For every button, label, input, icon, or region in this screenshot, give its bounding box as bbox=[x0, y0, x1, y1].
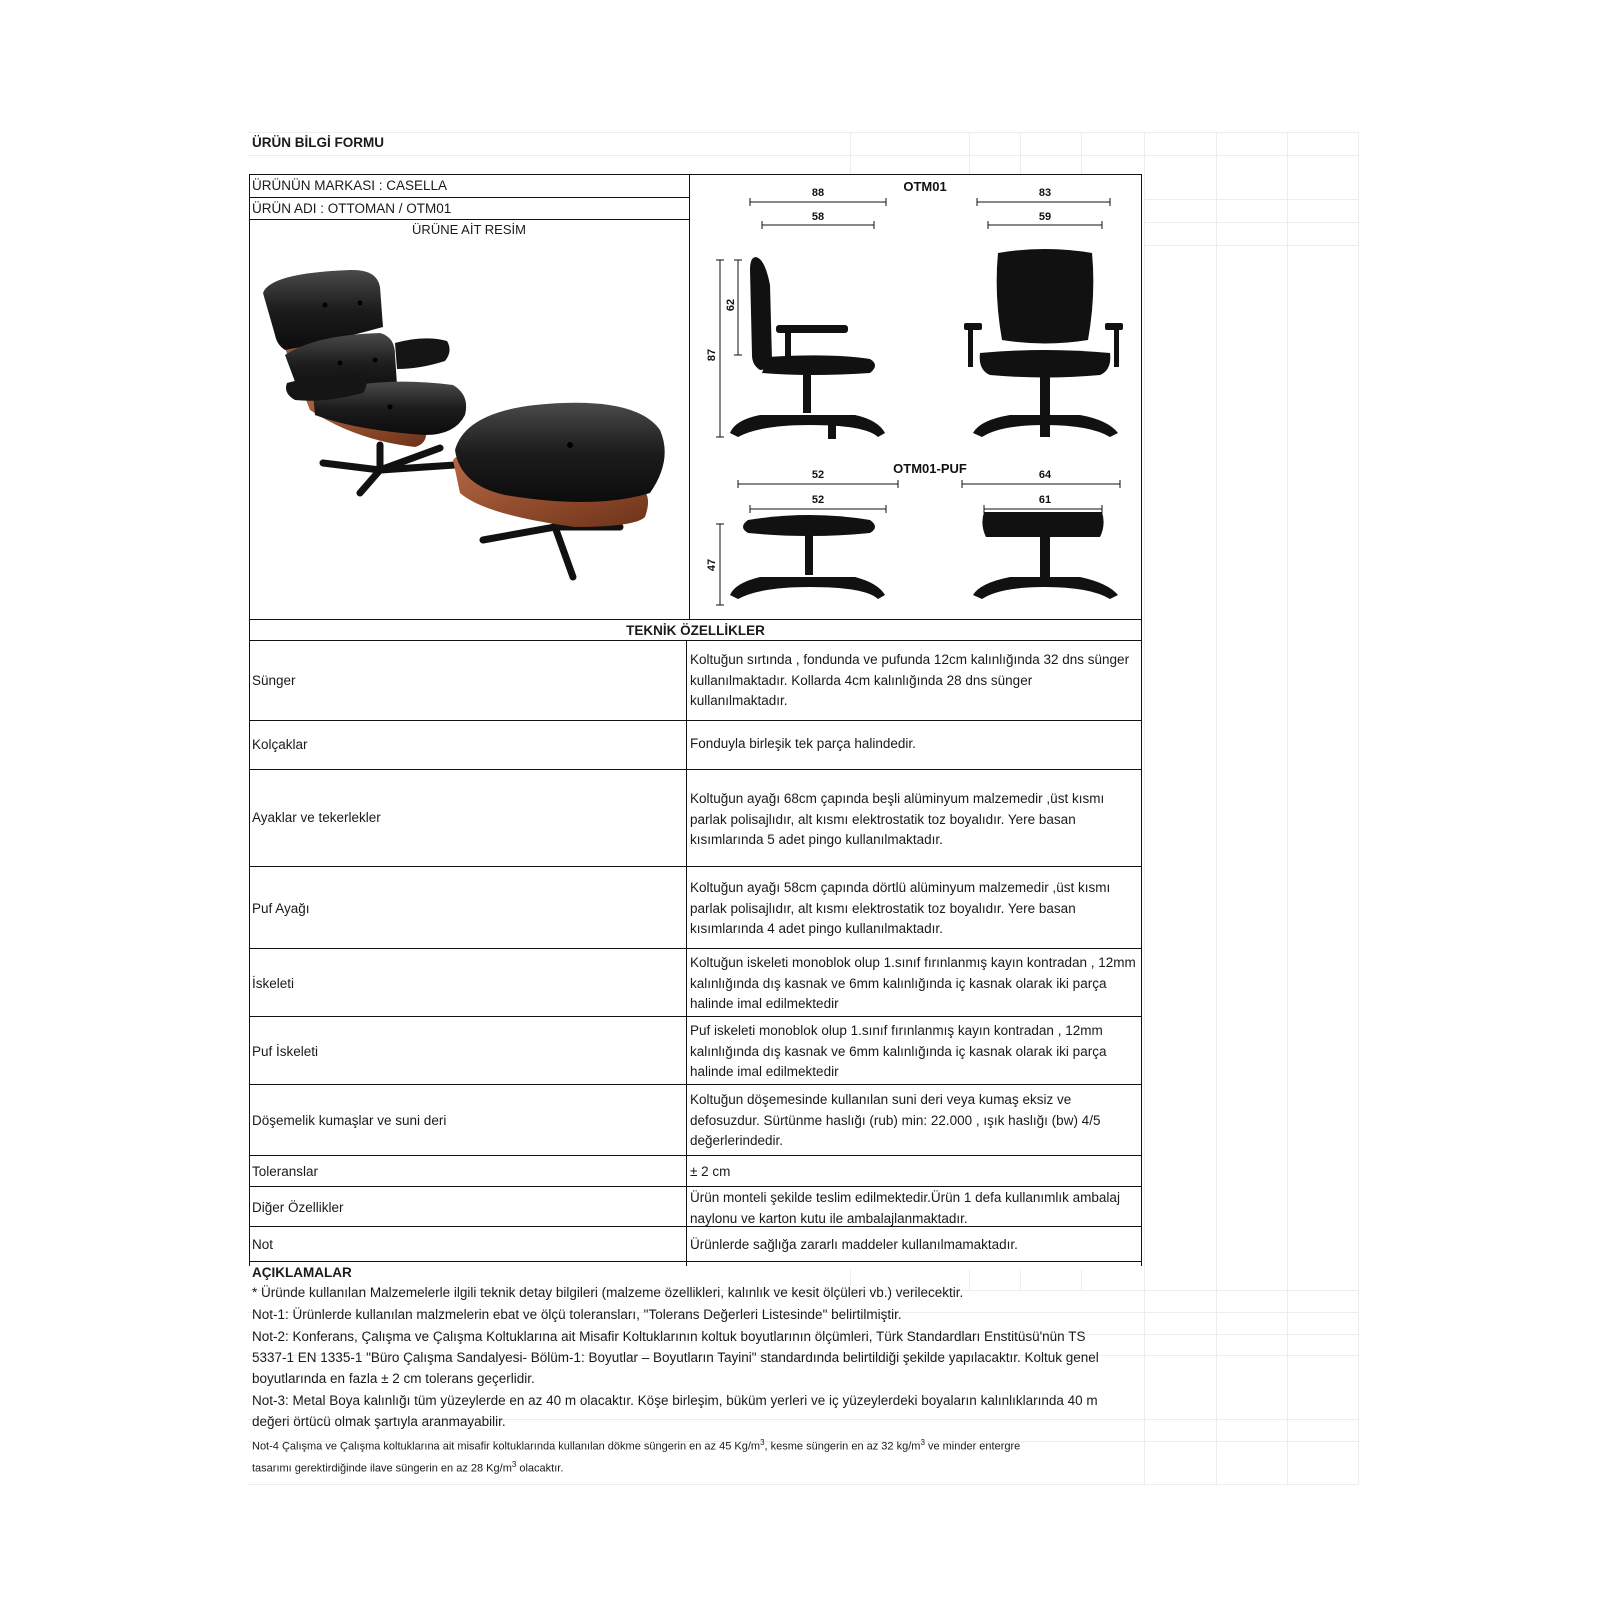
spec-label: Kolçaklar bbox=[252, 737, 308, 752]
note-line: Not-1: Ürünlerde kullanılan malzmelerin ebat ve ölçü toleransları, "Tolerans Değerleri Listesinde" belirtilmiştir. bbox=[252, 1307, 902, 1322]
spec-value: Fonduyla birleşik tek parça halindedir. bbox=[690, 736, 916, 751]
spec-value: Koltuğun döşemesinde kullanılan suni deri veya kumaş eksiz ve defosuzdur. Sürtünme haslığı (rub) min: 22.000 , ışık haslığı (bw) 4/5 değerlerindedir. bbox=[690, 1092, 1101, 1148]
spec-value: Koltuğun ayağı 58cm çapında dörtlü alüminyum malzemedir ,üst kısmı parlak polisajlıdır, alt kısmı elektrostatik toz boyalıdır. Yere basan kısımlarında 4 adet pingo kullanılmaktadır. bbox=[690, 880, 1111, 936]
row-border bbox=[249, 1186, 1142, 1187]
note-line: tasarımı gerektirdiğinde ilave süngerin en az 28 $Kg/m^3$ olacaktır. bbox=[252, 1460, 564, 1475]
pouf-code-label: OTM01-PUF bbox=[893, 461, 967, 476]
row-border bbox=[249, 948, 1142, 949]
table-bottom-border bbox=[249, 1261, 1142, 1262]
specs-top-border bbox=[249, 619, 1142, 620]
note-line: Not-3: Metal Boya kalınlığı tüm yüzeylerde en az 40 m olacaktır. Köşe birleşim, büküm yerleri ve iç yüzeylerdeki boyaların kalınlıklarında 40 m bbox=[252, 1393, 1098, 1408]
chair-right-armrest bbox=[395, 338, 450, 369]
dim-pouf-front-width: 64 bbox=[1038, 469, 1052, 481]
dim-pouf-height: 47 bbox=[706, 558, 718, 572]
chair-code-label: OTM01 bbox=[903, 179, 947, 194]
note-line: boyutlarında en fazla ± 2 cm tolerans geçerlidir. bbox=[252, 1371, 535, 1386]
dim-pouf-side-top: 52 bbox=[811, 494, 825, 506]
product-photo bbox=[255, 265, 685, 605]
row-border bbox=[249, 1016, 1142, 1017]
specs-header-border bbox=[249, 640, 1142, 641]
image-caption: ÜRÜNE AİT RESİM bbox=[412, 222, 526, 237]
spec-value: Ürün monteli şekilde teslim edilmektedir.Ürün 1 defa kullanımlık ambalaj naylonu ve karton kutu ile ambalajlanmaktadır. bbox=[690, 1190, 1120, 1226]
dim-chair-total-height: 87 bbox=[706, 348, 718, 362]
row-border bbox=[249, 720, 1142, 721]
notes-title: AÇIKLAMALAR bbox=[252, 1265, 352, 1280]
brand-row-border bbox=[249, 197, 689, 198]
spec-label: Not bbox=[252, 1237, 274, 1252]
spec-value: Ürünlerde sağlığa zararlı maddeler kullanılmamaktadır. bbox=[690, 1237, 1018, 1252]
dim-pouf-side-width: 52 bbox=[811, 469, 825, 481]
product-name-line: ÜRÜN ADI : OTTOMAN / OTM01 bbox=[252, 201, 452, 216]
row-border bbox=[249, 1084, 1142, 1085]
note-line: Not-4 Çalışma ve Çalışma koltuklarına ait misafir koltuklarında kullanılan dökme süngerin en az 45 $Kg/m^3$, kesme süngerin en az 32 $kg/m^3$ ve minder entergre bbox=[252, 1438, 1021, 1453]
ottoman-cushion bbox=[455, 403, 665, 502]
note-line: Not-2: Konferans, Çalışma ve Çalışma Koltuklarına ait Misafir Koltuklarının koltuk boyutlarının ölçümleri, Türk Standardları Enstitüsü'nün TS bbox=[252, 1329, 1086, 1344]
spec-label: Toleranslar bbox=[252, 1164, 319, 1179]
dim-chair-side-seat: 58 bbox=[811, 211, 825, 223]
dim-chair-front-seat: 59 bbox=[1038, 211, 1052, 223]
dim-chair-side-width: 88 bbox=[811, 187, 825, 199]
spec-value: Koltuğun ayağı 68cm çapında beşli alüminyum malzemedir ,üst kısmı parlak polisajlıdır, alt kısmı elektrostatik toz boyalıdır. Yere basan kısımlarında 5 adet pingo kullanılmaktadır. bbox=[690, 791, 1105, 847]
brand-line: ÜRÜNÜN MARKASI : CASELLA bbox=[252, 178, 448, 193]
pouf-side-view bbox=[730, 515, 885, 599]
spec-label: Döşemelik kumaşlar ve suni deri bbox=[252, 1113, 447, 1128]
spec-value: Puf iskeleti monoblok olup 1.sınıf fırınlanmış kayın kontradan , 12mm kalınlığında dış kasnak ve 6mm kalınlığında iç kasnak olarak iki parça halinde imal edilmektedir bbox=[690, 1023, 1107, 1079]
note-line: 5337-1 EN 1335-1 "Büro Çalışma Sandalyesi- Bölüm-1: Boyutlar – Boyutların Tayini" standardında belirtildiği şekilde yapılacaktır. Koltuk genel bbox=[252, 1350, 1099, 1365]
spec-value: ± 2 cm bbox=[690, 1164, 731, 1179]
chair-base bbox=[323, 445, 455, 493]
spec-value: Koltuğun sırtında , fondunda ve pufunda 12cm kalınlığında 32 dns sünger kullanılmaktadır. Kollarda 4cm kalınlığında 28 dns sünger kullanılmaktadır. bbox=[690, 652, 1130, 708]
specs-title: TEKNİK ÖZELLİKLER bbox=[626, 623, 765, 638]
spec-label: Puf Ayağı bbox=[252, 901, 310, 916]
spec-label: İskeleti bbox=[252, 976, 295, 991]
dim-chair-back-height: 62 bbox=[725, 298, 737, 312]
row-border bbox=[249, 1155, 1142, 1156]
spec-value: Koltuğun iskeleti monoblok olup 1.sınıf fırınlanmış kayın kontradan , 12mm kalınlığında dış kasnak ve 6mm kalınlığında iç kasnak olarak iki parça halinde imal edilmektedir bbox=[690, 955, 1136, 1011]
note-line: * Üründe kullanılan Malzemelerle ilgili teknik detay bilgileri (malzeme özellikleri, kalınlık ve kesit ölçüleri vb.) verilecektir. bbox=[252, 1285, 964, 1300]
spec-label: Ayaklar ve tekerlekler bbox=[252, 810, 381, 825]
spec-label: Diğer Özellikler bbox=[252, 1200, 344, 1215]
chair-front-view bbox=[964, 249, 1123, 437]
row-border bbox=[249, 866, 1142, 867]
row-border bbox=[249, 769, 1142, 770]
dim-pouf-front-top: 61 bbox=[1038, 494, 1052, 506]
chair-side-view bbox=[730, 257, 885, 439]
dim-chair-front-width: 83 bbox=[1038, 187, 1052, 199]
form-title: ÜRÜN BİLGİ FORMU bbox=[252, 135, 384, 150]
spec-label: Sünger bbox=[252, 673, 296, 688]
note-line: değeri örtücü olmak şartıyla aranmayabilir. bbox=[252, 1414, 506, 1429]
technical-drawing bbox=[690, 175, 1141, 619]
spec-label: Puf İskeleti bbox=[252, 1044, 319, 1059]
pouf-front-view bbox=[973, 512, 1118, 599]
specs-column-divider bbox=[686, 640, 687, 1266]
